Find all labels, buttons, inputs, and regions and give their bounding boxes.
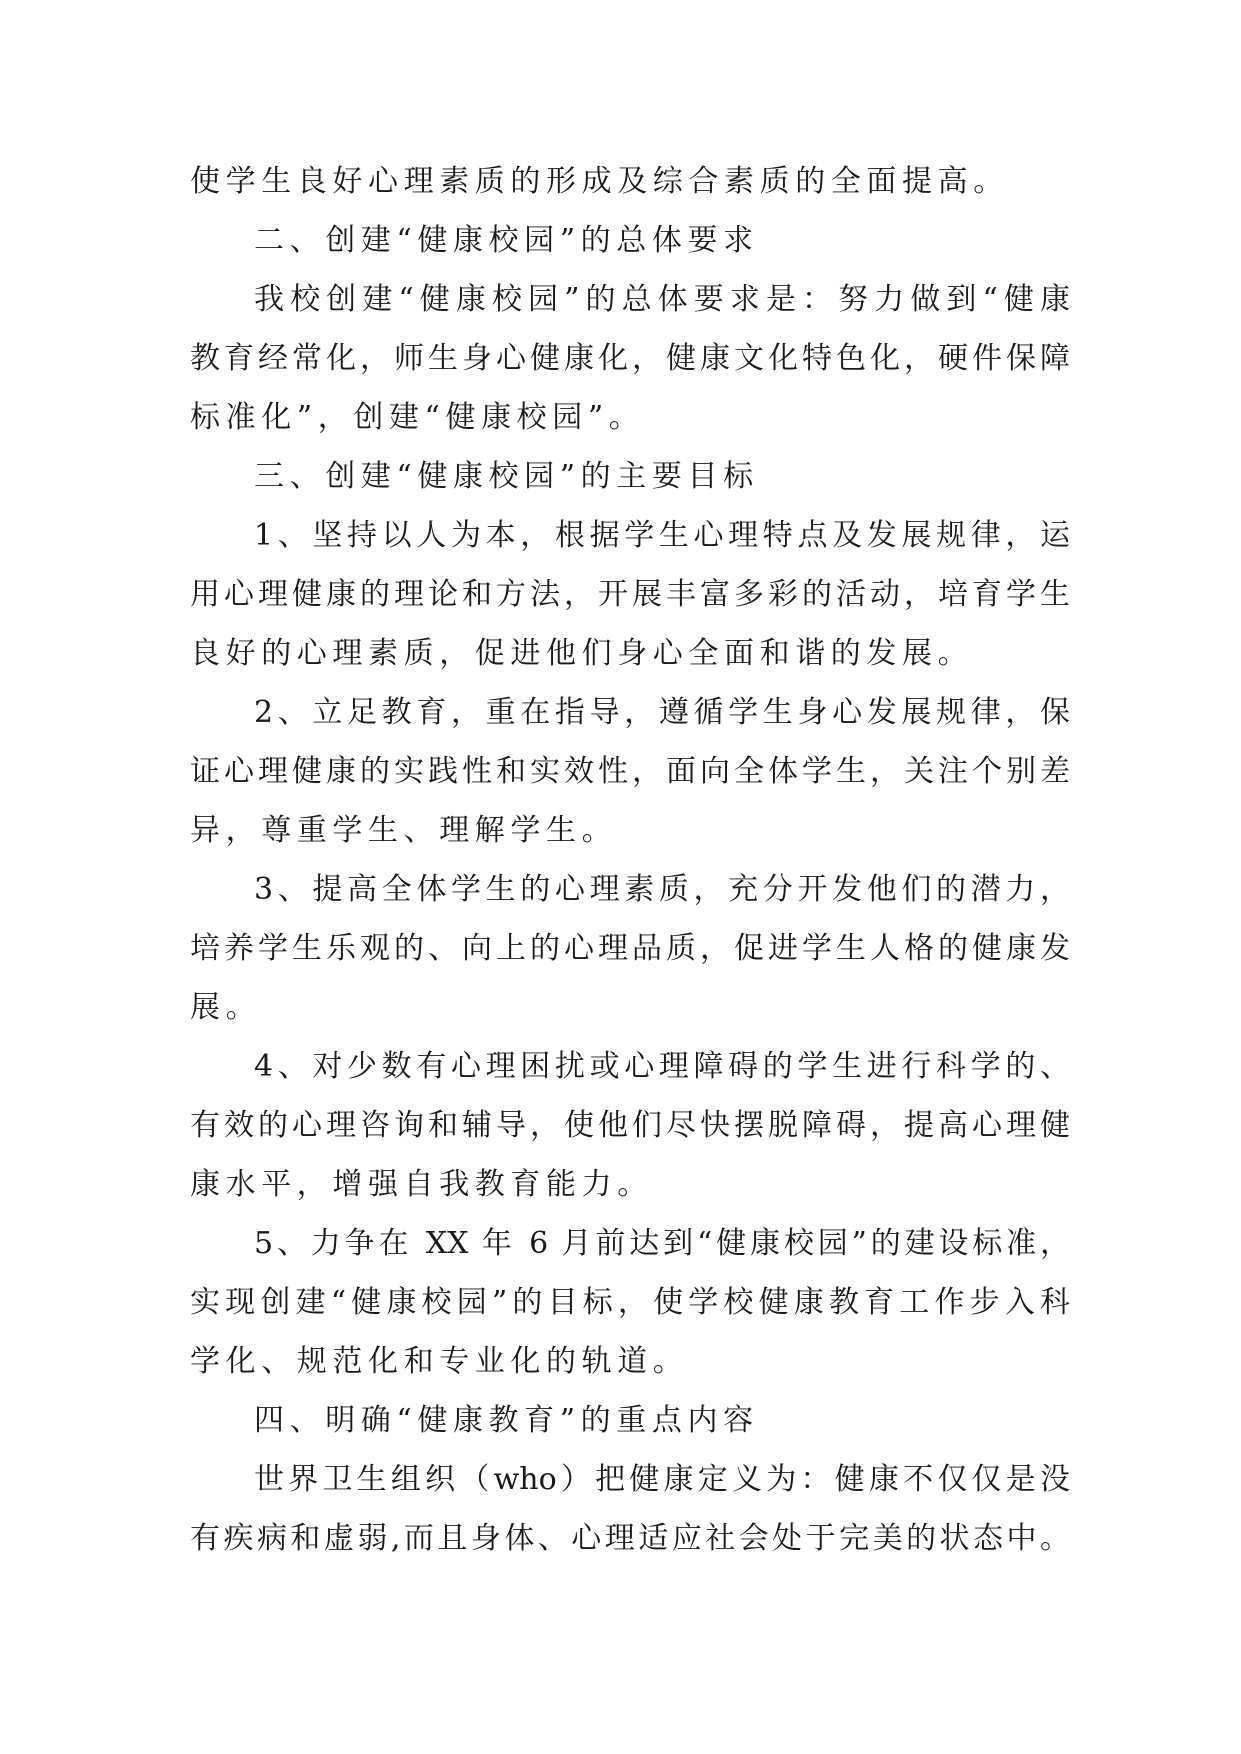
paragraph-line: 证心理健康的实践性和实效性，面向全体学生，关注个别差 xyxy=(190,754,1070,789)
paragraph-first-line: 3、提高全体学生的心理素质，充分开发他们的潜力， xyxy=(254,872,1070,907)
paragraph-line: 实现创建“健康校园”的目标，使学校健康教育工作步入科 xyxy=(190,1285,1070,1320)
document-body xyxy=(190,152,1070,1568)
paragraph-line: 有效的心理咨询和辅导，使他们尽快摆脱障碍，提高心理健 xyxy=(190,1108,1070,1143)
paragraph-line: 标准化”，创建“健康校园”。 xyxy=(190,400,645,435)
paragraph-line: 培养学生乐观的、向上的心理品质，促进学生人格的健康发 xyxy=(190,931,1070,966)
paragraph-line: 使学生良好心理素质的形成及综合素质的全面提高。 xyxy=(190,164,1009,199)
paragraph-line: 异，尊重学生、理解学生。 xyxy=(190,813,618,848)
paragraph-first-line: 2、立足教育，重在指导，遵循学生身心发展规律，保 xyxy=(254,695,1070,730)
paragraph-first-line: 1、坚持以人为本，根据学生心理特点及发展规律，运 xyxy=(254,518,1070,553)
paragraph-first-line: 世界卫生组织（who）把健康定义为：健康不仅仅是没 xyxy=(254,1462,1070,1497)
paragraph-line: 用心理健康的理论和方法，开展丰富多彩的活动，培育学生 xyxy=(190,577,1070,612)
paragraph-first-line: 我校创建“健康校园”的总体要求是：努力做到“健康 xyxy=(254,282,1070,317)
paragraph-line: 教育经常化，师生身心健康化，健康文化特色化，硬件保障 xyxy=(190,341,1070,376)
paragraph-line: 展。 xyxy=(190,990,262,1025)
paragraph-first-line: 二、创建“健康校园”的总体要求 xyxy=(254,223,759,258)
paragraph-first-line: 4、对少数有心理困扰或心理障碍的学生进行科学的、 xyxy=(254,1049,1070,1084)
paragraph-line: 有疾病和虚弱,而且身体、心理适应社会处于完美的状态中。 xyxy=(190,1521,1070,1556)
paragraph-line: 良好的心理素质，促进他们身心全面和谐的发展。 xyxy=(190,636,974,671)
paragraph-first-line: 5、力争在 XX 年 6 月前达到“健康校园”的建设标准， xyxy=(254,1226,1070,1261)
paragraph-line: 学化、规范化和专业化的轨道。 xyxy=(190,1344,689,1379)
paragraph-first-line: 四、明确“健康教育”的重点内容 xyxy=(254,1403,759,1438)
paragraph-first-line: 三、创建“健康校园”的主要目标 xyxy=(254,459,759,494)
paragraph-line: 康水平，增强自我教育能力。 xyxy=(190,1167,653,1202)
